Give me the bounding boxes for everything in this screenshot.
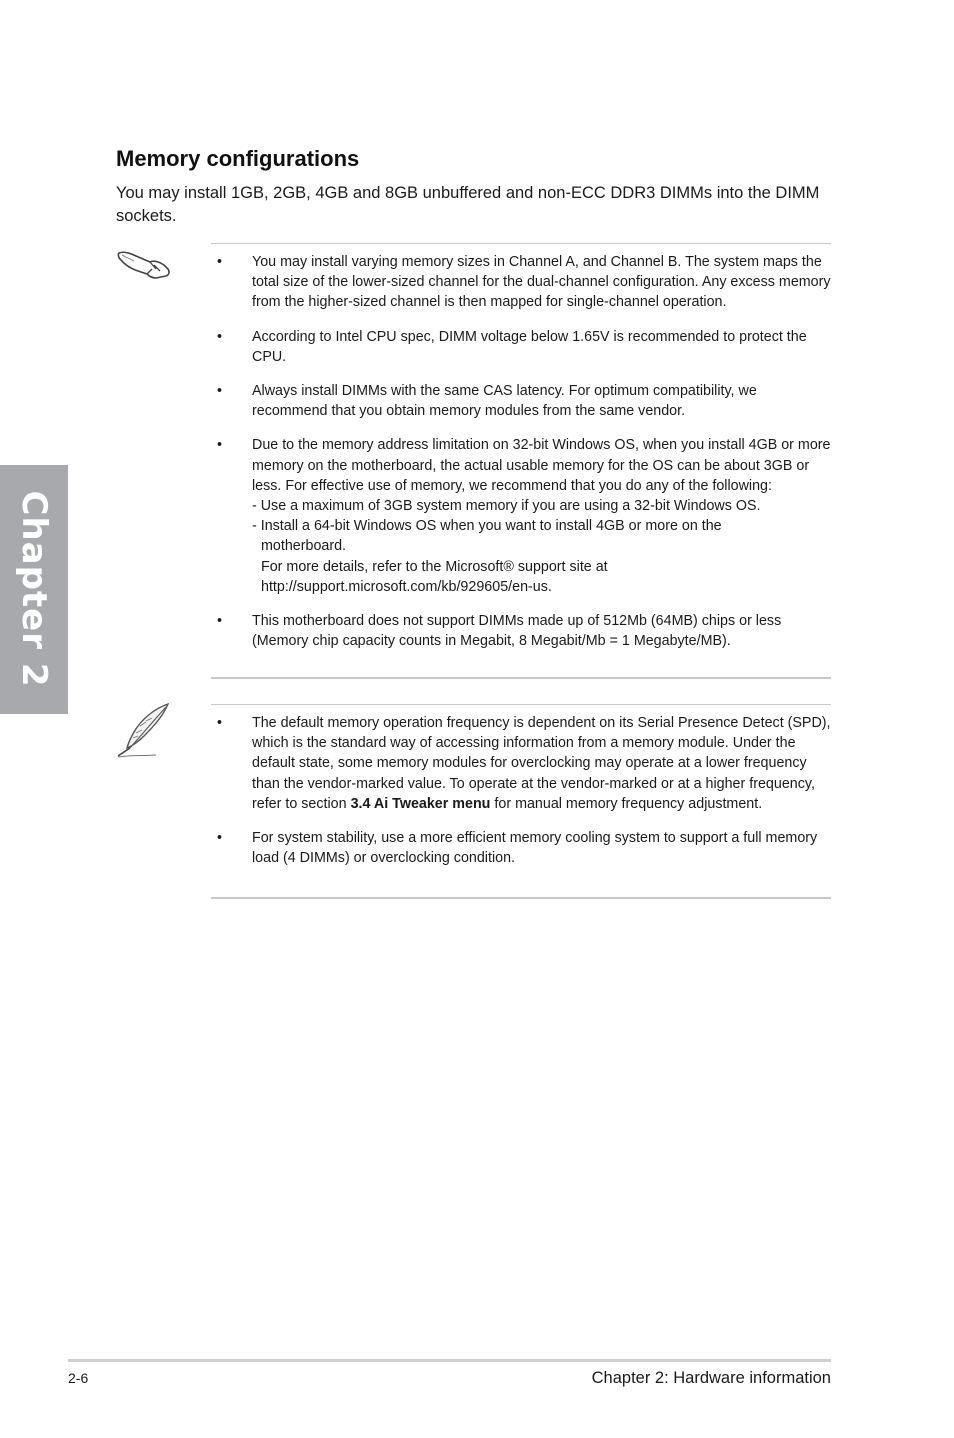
page-number: 2-6: [68, 1370, 89, 1386]
sub-item-text: - Install a 64-bit Windows OS when you want to install 4GB or more on the: [252, 518, 722, 535]
list-item-text: For system stability, use a more efficient memory cooling system to support a full memory load (4 DIMMs) or overclocking condition.: [252, 830, 818, 867]
sub-item-text: - Use a maximum of 3GB system memory if you are using a 32-bit Windows OS.: [252, 498, 761, 515]
list-item: [211, 327, 831, 367]
bullet: •: [217, 437, 223, 454]
section-reference-link: 3.4 Ai Tweaker menu: [350, 795, 491, 812]
list-item-text: Always install DIMMs with the same CAS latency. For optimum compatibility, we recommend that you obtain memory modules from the same vendor.: [252, 383, 757, 420]
list-item-text: The default memory operation frequency is dependent on its Serial Presence Detect (SPD), which is the standard way of accessing information from a memory module. Under the default state, some memory modules for overclocking may operate at a lower frequency than the vendor-marked value. To operate at the vendor-marked or at a higher frequency, refer to section: [252, 715, 831, 812]
list-item: [211, 611, 831, 651]
list-item-text: Due to the memory address limitation on 32-bit Windows OS, when you install 4GB or more memory on the motherboard, the actual usable memory for the OS can be about 3GB or less. For effective use of memory, we recommend that you do any of the following:: [252, 437, 831, 494]
chapter-side-tab-label: Chapter 2: [14, 490, 54, 688]
sub-item-continuation: motherboard.: [261, 538, 347, 555]
bullet: •: [217, 328, 223, 345]
reference-text: For more details, refer to the Microsoft® support site at: [261, 558, 608, 575]
note-box-memory: [211, 243, 831, 679]
feather-quill-icon: [116, 702, 172, 760]
bullet: •: [217, 830, 223, 847]
list-item: [211, 713, 831, 814]
section-title: Memory configurations: [116, 146, 360, 171]
bullet: •: [217, 715, 223, 731]
chapter-side-tab: [0, 465, 68, 714]
bullet: •: [217, 254, 223, 270]
section-intro: You may install 1GB, 2GB, 4GB and 8GB unbuffered and non-ECC DDR3 DIMMs into the DIMM sockets.: [116, 184, 820, 225]
bullet: •: [217, 613, 223, 630]
list-item-text: This motherboard does not support DIMMs made up of 512Mb (64MB) chips or less (Memory chip capacity counts in Megabit, 8 Megabit/Mb = 1 Megabyte/MB).: [252, 613, 782, 650]
list-item: [211, 252, 831, 313]
list-item-text: for manual memory frequency adjustment.: [494, 795, 763, 812]
note-box-tips: [211, 704, 831, 899]
list-item-text: You may install varying memory sizes in Channel A, and Channel B. The system maps the total size of the lower-sized channel for the dual-channel configuration. Any excess memory from the higher-sized channel is then mapped for single-channel operation.: [252, 254, 831, 311]
hand-pointing-icon: [116, 247, 172, 281]
footer-chapter-title: Chapter 2: Hardware information: [591, 1369, 831, 1387]
reference-url: http://support.microsoft.com/kb/929605/en-us.: [261, 578, 552, 595]
footer-divider: [68, 1359, 831, 1362]
list-item: [211, 828, 831, 868]
list-item-text: According to Intel CPU spec, DIMM voltage below 1.65V is recommended to protect the CPU.: [252, 328, 807, 365]
list-item: [211, 381, 831, 421]
bullet: •: [217, 383, 223, 400]
list-item: [211, 435, 831, 597]
